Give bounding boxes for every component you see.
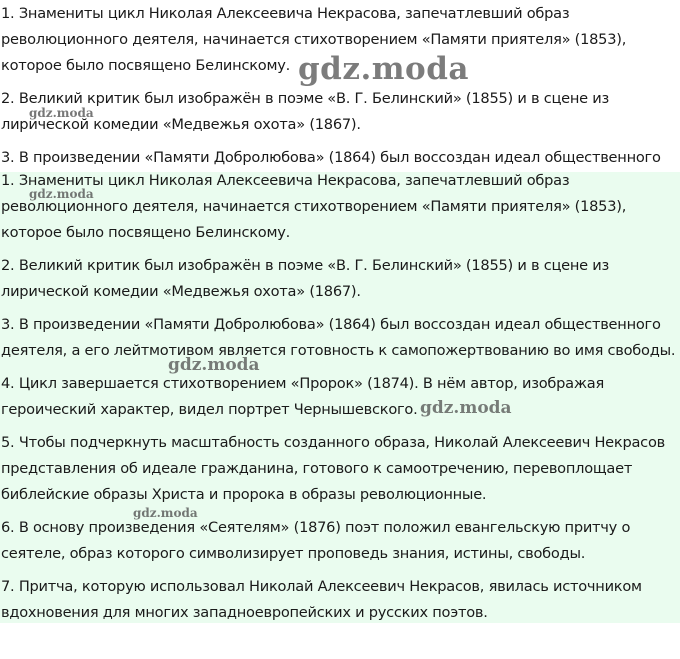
answer-line: 6. В основу произведения «Сеятелям» (1876) поэт положил евангельскую притчу о — [1, 519, 631, 536]
answer-text-block — [0, 172, 680, 623]
watermark-logo: gdz.moda — [29, 187, 94, 201]
answer-line: 3. В произведении «Памяти Добролюбова» (1864) был воссоздан идеал общественного — [1, 316, 661, 333]
answer-line: вдохновения для многих западноевропейских и русских поэтов. — [1, 604, 488, 621]
answer-line: представления об идеале гражданина, готового к самоотречению, перевоплощает — [1, 460, 633, 477]
answer-line: 4. Цикл завершается стихотворением «Пророк» (1874). В нём автор, изображая — [1, 375, 604, 392]
question-line: революционного деятеля, начинается стихотворением «Памяти приятеля» (1853), — [1, 31, 627, 48]
answer-line: которое было посвящено Белинскому. — [1, 224, 291, 241]
answer-line: лирической комедии «Медвежья охота» (1867). — [1, 283, 361, 300]
answer-line: героический характер, видел портрет Чернышевского. — [1, 401, 418, 418]
question-line: лирической комедии «Медвежья охота» (1867). — [1, 116, 361, 133]
watermark-logo: gdz.moda — [298, 51, 469, 87]
answer-line: 5. Чтобы подчеркнуть масштабность созданного образа, Николай Алексеевич Некрасов — [1, 434, 665, 451]
answer-line: 1. Знамениты цикл Николая Алексеевича Некрасова, запечатлевший образ — [1, 172, 570, 189]
answer-line: сеятеле, образ которого символизирует проповедь знания, истины, свободы. — [1, 545, 586, 562]
question-line: которое было посвящено Белинскому. — [1, 57, 291, 74]
answer-line: революционного деятеля, начинается стихотворением «Памяти приятеля» (1853), — [1, 198, 627, 215]
answer-line: библейские образы Христа и пророка в образы революционные. — [1, 486, 487, 503]
watermark-logo: gdz.moda — [133, 506, 198, 520]
answer-line: 7. Притча, которую использовал Николай Алексеевич Некрасов, явилась источником — [1, 578, 642, 595]
question-line: 3. В произведении «Памяти Добролюбова» (1864) был воссоздан идеал общественного — [1, 149, 661, 166]
watermark-logo: gdz.moda — [420, 398, 512, 418]
watermark-logo: gdz.moda — [29, 106, 94, 120]
question-line: 2. Великий критик был изображён в поэме «В. Г. Белинский» (1855) и в сцене из — [1, 90, 610, 107]
answer-line: 2. Великий критик был изображён в поэме «В. Г. Белинский» (1855) и в сцене из — [1, 257, 610, 274]
watermark-logo: gdz.moda — [168, 355, 260, 375]
answer-line: деятеля, а его лейтмотивом является готовность к самопожертвованию во имя свободы. — [1, 342, 676, 359]
question-line: 1. Знамениты цикл Николая Алексеевича Некрасова, запечатлевший образ — [1, 5, 570, 22]
